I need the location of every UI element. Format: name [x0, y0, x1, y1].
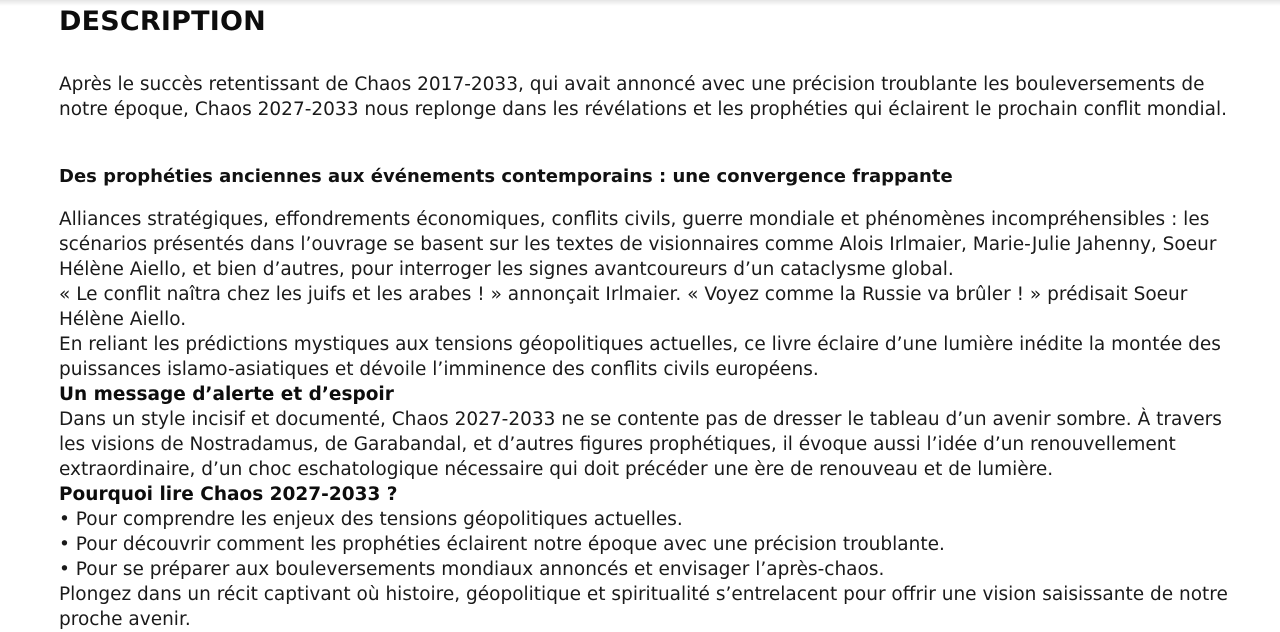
quote-paragraph: « Le conflit naîtra chez les juifs et les arabes ! » annonçait Irlmaier. « Voyez comme la Russie va brûler ! » prédisait Soeur Hélène Aiello.: [59, 284, 1188, 330]
intro-paragraph: Après le succès retentissant de Chaos 2017-2033, qui avait annoncé avec une précision troublante les bouleversements de notre époque, Chaos 2027-2033 nous replonge dans les révélations et les prophéties qui éclairent le prochain conflit mondial.: [59, 74, 1228, 120]
message-heading: Un message d’alerte et d’espoir: [59, 384, 394, 405]
alliances-paragraph: Alliances stratégiques, effondrements économiques, conflits civils, guerre mondiale et phénomènes incompréhensibles : les scénarios présentés dans l’ouvrage se basent sur les textes de visionnaires comme Alois Irlmaier, Marie-Julie Jahenny, Soeur Hélène Aiello, et bien d’autres, pour interroger les signes avantcoureurs d’un cataclysme global.: [59, 209, 1217, 280]
style-paragraph: Dans un style incisif et documenté, Chaos 2027-2033 ne se contente pas de dresser le tableau d’un avenir sombre. À travers les visions de Nostradamus, de Garabandal, et d’autres figures prophétiques, il évoque aussi l’idée d’un renouvellement extraordinaire, d’un choc eschatologique nécessaire qui doit précéder une ère de renouveau et de lumière.: [59, 409, 1222, 480]
bullet-item: • Pour découvrir comment les prophéties éclairent notre époque avec une précision troublante.: [59, 534, 945, 555]
section-title: DESCRIPTION: [59, 6, 266, 37]
description-body: [59, 207, 1234, 632]
prophecies-subheading: Des prophéties anciennes aux événements contemporains : une convergence frappante: [59, 166, 953, 187]
tensions-paragraph: En reliant les prédictions mystiques aux tensions géopolitiques actuelles, ce livre éclaire d’une lumière inédite la montée des puissances islamo-asiatiques et dévoile l’imminence des conflits civils européens.: [59, 334, 1221, 380]
bullet-item: • Pour comprendre les enjeux des tensions géopolitiques actuelles.: [59, 509, 683, 530]
why-read-heading: Pourquoi lire Chaos 2027-2033 ?: [59, 484, 398, 505]
closing-paragraph: Plongez dans un récit captivant où histoire, géopolitique et spiritualité s’entrelacent pour offrir une vision saisissante de notre proche avenir.: [59, 584, 1228, 630]
bullet-item: • Pour se préparer aux bouleversements mondiaux annoncés et envisager l’après-chaos.: [59, 559, 885, 580]
